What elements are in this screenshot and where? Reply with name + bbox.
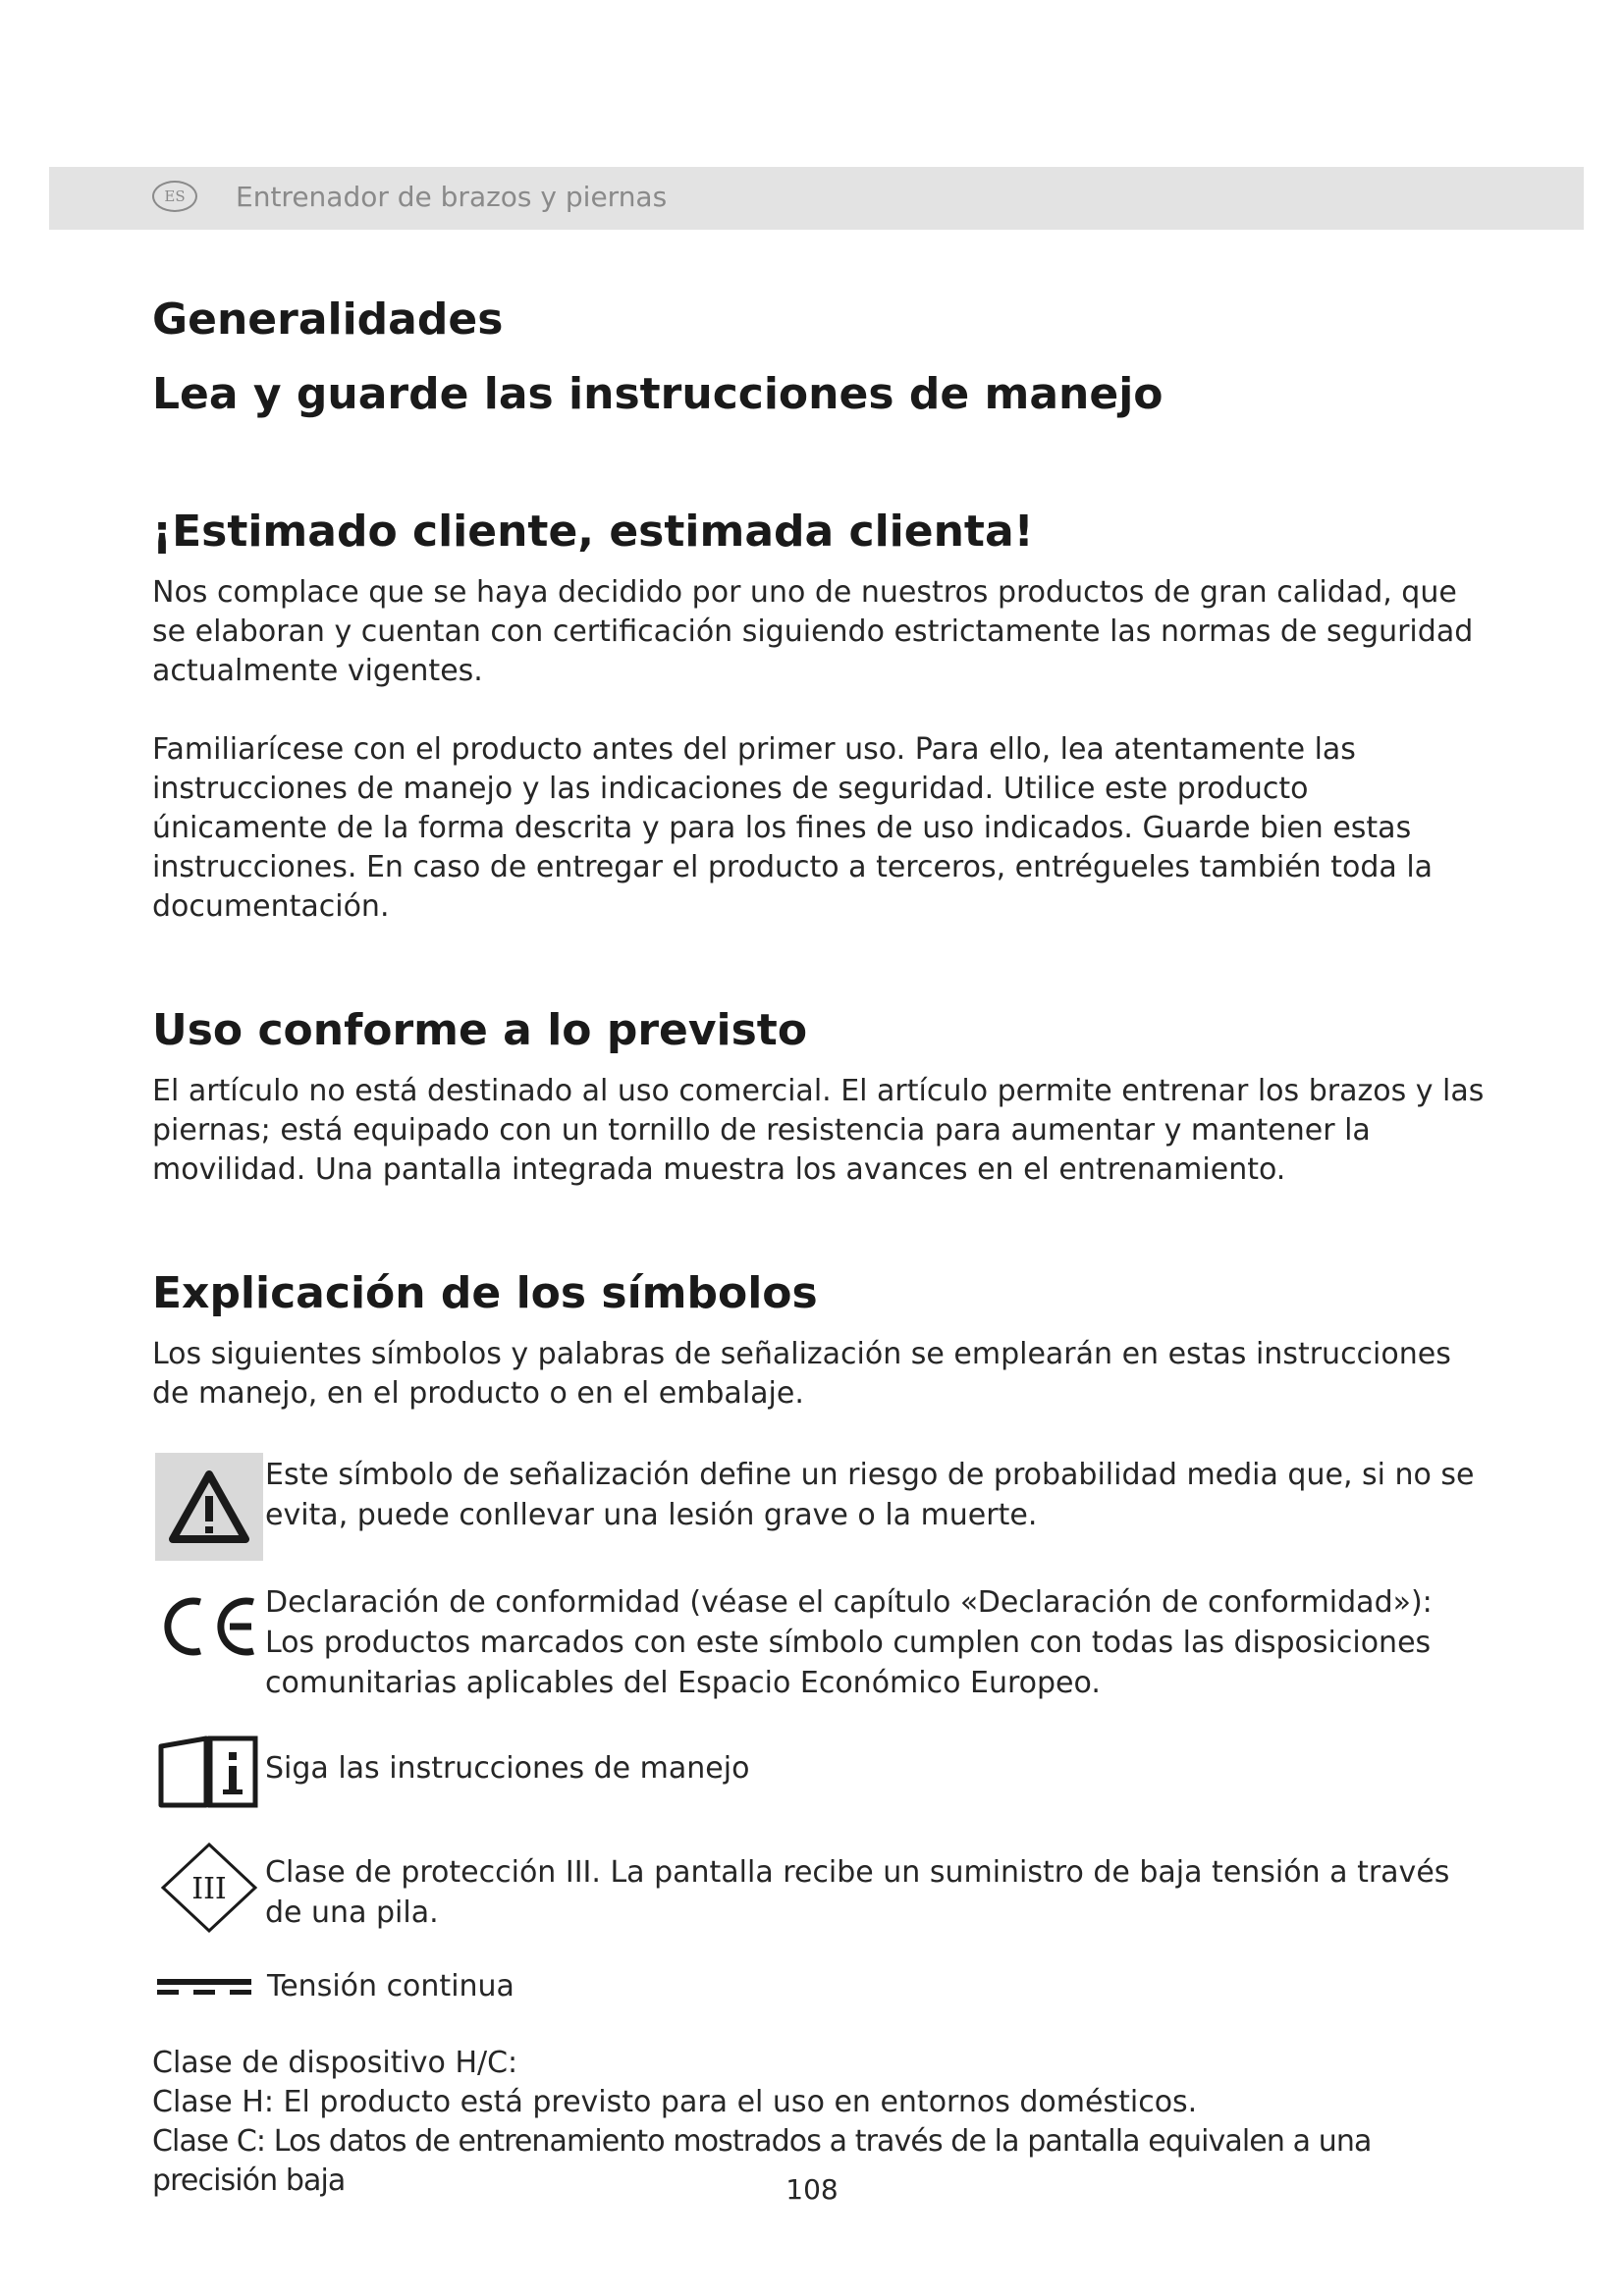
familiarize-paragraph: Familiarícese con el producto antes del primer uso. Para ello, lea atentamente las instrucciones de manejo y las indicaciones de seguridad. Utilice este producto únicamente de la forma descrita y para los fines de uso indicados. Guarde bien estas instrucciones. En caso de entregar el producto a terceros, entrégueles también toda la documentación. [152, 732, 1434, 924]
symbol-row-ce [152, 1582, 1488, 1703]
device-class-h: Clase H: El producto está previsto para el uso en entornos domésticos. [152, 2085, 1198, 2119]
ce-mark-icon [152, 1582, 265, 1671]
symbol-row-warning [152, 1453, 1488, 1561]
class3-symbol-text: Clase de protección III. La pantalla recibe un suministro de baja tensión a través de una pila. [265, 1855, 1450, 1930]
header-bar [49, 167, 1584, 230]
protection-class-iii-icon [152, 1839, 265, 1937]
warning-symbol-text: Este símbolo de señalización define un riesgo de probabilidad media que, si no se evita, puede conllevar una lesión grave o la muerte. [265, 1458, 1475, 1532]
dc-symbol-text: Tensión continua [267, 1969, 514, 2003]
symbol-row-manual [152, 1733, 1488, 1811]
warning-triangle-icon [152, 1453, 265, 1561]
heading-read-keep: Lea y guarde las instrucciones de manejo [152, 369, 1164, 419]
symbol-row-class3 [152, 1839, 1488, 1937]
direct-current-icon [152, 1975, 255, 1999]
book-info-icon [152, 1733, 265, 1811]
symbols-intro-paragraph: Los siguientes símbolos y palabras de señalización se emplearán en estas instrucciones de manejo, en el producto o en el embalaje. [152, 1337, 1451, 1411]
symbol-row-dc [152, 1966, 1488, 2006]
device-class-heading: Clase de dispositivo H/C: [152, 2046, 518, 2080]
heading-intended-use: Uso conforme a lo previsto [152, 1005, 808, 1055]
page-content [152, 283, 1488, 2201]
heading-general: Generalidades [152, 294, 504, 345]
language-badge: ES [152, 181, 197, 212]
heading-dear-customer: ¡Estimado cliente, estimada clienta! [152, 507, 1034, 557]
intro-paragraph: Nos complace que se haya decidido por uno de nuestros productos de gran calidad, que se elaboran y cuentan con certificación siguiendo estrictamente las normas de seguridad actualmente vigentes. [152, 575, 1474, 688]
manual-symbol-text: Siga las instrucciones de manejo [265, 1751, 750, 1786]
intended-use-paragraph: El artículo no está destinado al uso comercial. El artículo permite entrenar los brazos y las piernas; está equipado con un tornillo de resistencia para aumentar y mantener la movilidad. Una pantalla integrada muestra los avances en el entrenamiento. [152, 1074, 1485, 1187]
page-number: 108 [785, 2173, 839, 2206]
device-class-c: Clase C: Los datos de entrenamiento mostrados a través de la pantalla equivalen a una precisión baja [152, 2124, 1372, 2198]
protection-class-label: III [190, 1872, 227, 1906]
heading-symbols: Explicación de los símbolos [152, 1268, 818, 1318]
ce-symbol-text: Declaración de conformidad (véase el capítulo «Declaración de conformidad»): Los productos marcados con este símbolo cumplen con todas las disposiciones comunitarias aplicables del Espacio Económico Europeo. [265, 1585, 1433, 1700]
header-title: Entrenador de brazos y piernas [236, 181, 668, 213]
